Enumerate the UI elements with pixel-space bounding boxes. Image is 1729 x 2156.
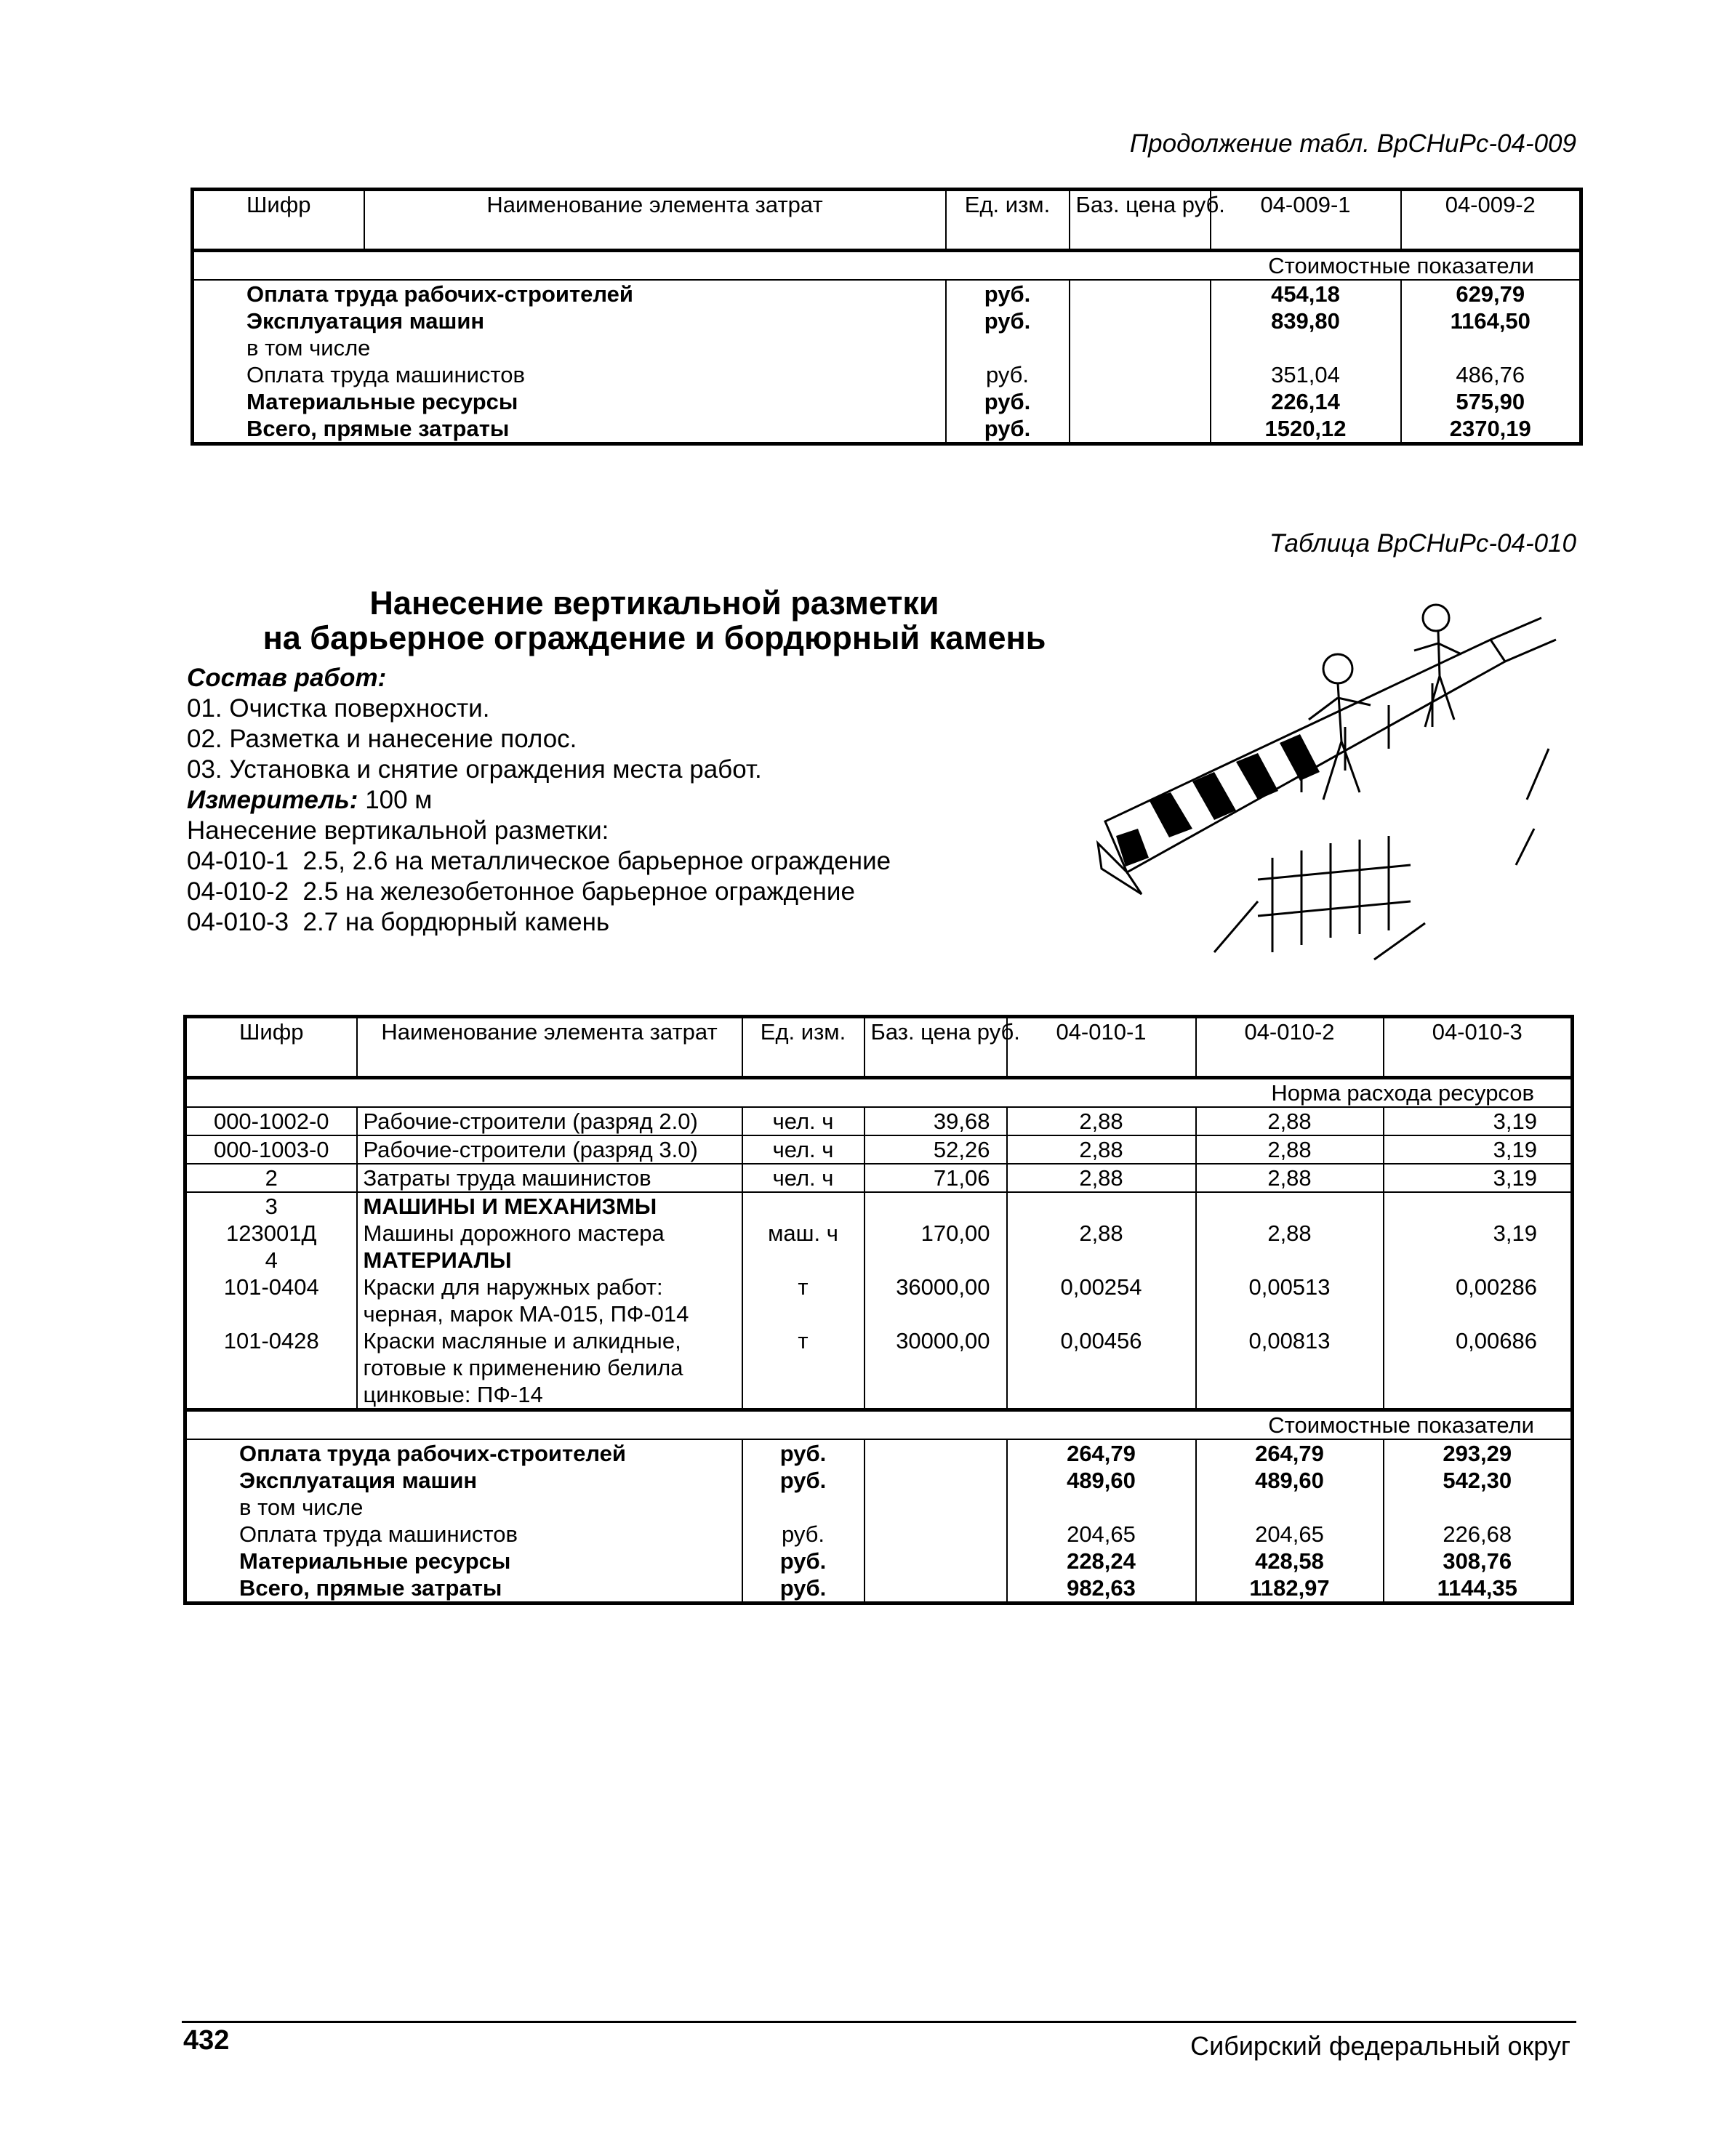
table-row [193, 334, 1581, 361]
value-04-010-1 [1007, 1247, 1196, 1274]
table-row [185, 1467, 1573, 1494]
value-04-010-2: 2,88 [1196, 1220, 1384, 1247]
resource-name: Рабочие-строители (разряд 3.0) [357, 1135, 742, 1164]
price-cell [864, 1521, 1007, 1548]
base-price [864, 1300, 1007, 1327]
price-cell [1070, 334, 1211, 361]
unit-cell [742, 1247, 864, 1274]
resource-name: Затраты труда машинистов [357, 1164, 742, 1192]
table-row [185, 1354, 1573, 1381]
value-04-010-1 [1007, 1494, 1196, 1521]
resource-name: Краски для наружных работ: [357, 1274, 742, 1300]
unit-cell: руб. [946, 415, 1070, 444]
table-row [185, 1247, 1573, 1274]
cost-item-name: Эксплуатация машин [246, 308, 485, 334]
value-04-010-1: 228,24 [1007, 1548, 1196, 1574]
value-04-010-1: 982,63 [1007, 1574, 1196, 1604]
resource-code: 000-1003-0 [185, 1135, 357, 1164]
value-04-010-2: 1182,97 [1196, 1574, 1384, 1604]
value-04-010-3 [1384, 1354, 1573, 1381]
resource-name: МАШИНЫ И МЕХАНИЗМЫ [357, 1192, 742, 1220]
value-04-010-2: 264,79 [1196, 1439, 1384, 1467]
resource-name: черная, марок МА-015, ПФ-014 [357, 1300, 742, 1327]
work-composition [187, 663, 891, 938]
unit-cell: руб. [742, 1574, 864, 1604]
price-cell [1070, 280, 1211, 307]
value-04-009-1: 1520,12 [1211, 415, 1401, 444]
resource-name: готовые к применению белила [357, 1354, 742, 1381]
table-row [185, 1192, 1573, 1220]
section-title-line2: на барьерное ограждение и бордюрный камень [262, 619, 1046, 656]
measure-value: 100 м [365, 786, 433, 814]
table-row [193, 280, 1581, 307]
base-price [864, 1192, 1007, 1220]
cost-item-name: Оплата труда машинистов [246, 362, 525, 387]
value-04-009-2: 2370,19 [1401, 415, 1581, 444]
value-04-010-2 [1196, 1381, 1384, 1410]
value-04-010-3 [1384, 1192, 1573, 1220]
table-row [185, 1574, 1573, 1604]
base-price [864, 1381, 1007, 1410]
value-04-010-3 [1384, 1494, 1573, 1521]
base-price: 39,68 [864, 1107, 1007, 1135]
value-04-010-1: 0,00254 [1007, 1274, 1196, 1300]
value-04-010-1 [1007, 1354, 1196, 1381]
base-price: 36000,00 [864, 1274, 1007, 1300]
value-04-009-1: 839,80 [1211, 307, 1401, 334]
resource-code [185, 1381, 357, 1410]
resource-name: Рабочие-строители (разряд 2.0) [357, 1107, 742, 1135]
work-item: 01. Очистка поверхности. [187, 694, 490, 723]
value-04-010-2 [1196, 1354, 1384, 1381]
value-04-010-3: 308,76 [1384, 1548, 1573, 1574]
value-04-010-3 [1384, 1300, 1573, 1327]
section-cost-indicators: Стоимостные показатели [185, 1410, 1573, 1440]
table-row [185, 1107, 1573, 1135]
unit-cell [742, 1300, 864, 1327]
value-04-010-1 [1007, 1192, 1196, 1220]
table-caption: Таблица ВрСНиРс-04-010 [1269, 529, 1576, 558]
resource-code: 3 [265, 1194, 278, 1219]
value-04-010-3: 0,00286 [1384, 1274, 1573, 1300]
table-row [185, 1381, 1573, 1410]
work-heading: Состав работ: [187, 664, 387, 692]
unit-cell: руб. [946, 361, 1070, 388]
cost-item-name: Всего, прямые затраты [246, 416, 510, 441]
table-row [185, 1220, 1573, 1247]
work-item: 02. Разметка и нанесение полос. [187, 725, 577, 753]
unit-cell: чел. ч [742, 1164, 864, 1192]
resource-name: цинковые: ПФ-14 [357, 1381, 742, 1410]
value-04-010-2 [1196, 1300, 1384, 1327]
table-row [185, 1135, 1573, 1164]
value-04-010-2: 489,60 [1196, 1467, 1384, 1494]
header-name: Наименование элемента затрат [364, 190, 946, 251]
resource-name: Машины дорожного мастера [357, 1220, 742, 1247]
price-cell [864, 1548, 1007, 1574]
resource-code: 101-0404 [223, 1274, 319, 1300]
value-04-010-2 [1196, 1192, 1384, 1220]
page-number: 432 [183, 2025, 230, 2056]
table-row [193, 388, 1581, 415]
value-04-009-2: 486,76 [1401, 361, 1581, 388]
value-04-010-1 [1007, 1300, 1196, 1327]
value-04-010-1: 2,88 [1007, 1220, 1196, 1247]
value-04-009-2: 575,90 [1401, 388, 1581, 415]
cost-item-name: Всего, прямые затраты [239, 1575, 502, 1601]
resource-code: 123001Д [226, 1220, 317, 1246]
table-row [185, 1164, 1573, 1192]
table-row [193, 307, 1581, 334]
base-price [864, 1354, 1007, 1381]
table-row [185, 1439, 1573, 1467]
unit-cell: руб. [742, 1521, 864, 1548]
section-cost-indicators: Стоимостные показатели [193, 251, 1581, 281]
unit-cell [742, 1494, 864, 1521]
value-04-009-1 [1211, 334, 1401, 361]
table-continuation-caption: Продолжение табл. ВрСНиРс-04-009 [1129, 129, 1576, 158]
header-04-010-3: 04-010-3 [1384, 1017, 1573, 1078]
cost-table-04-009 [190, 188, 1583, 446]
unit-cell [946, 334, 1070, 361]
value-04-010-1: 0,00456 [1007, 1327, 1196, 1354]
resource-code: 2 [185, 1164, 357, 1192]
base-price: 30000,00 [864, 1327, 1007, 1354]
code-item: 04-010-3 2.7 на бордюрный камень [187, 908, 610, 936]
value-04-010-1: 264,79 [1007, 1439, 1196, 1467]
unit-cell: т [742, 1327, 864, 1354]
value-04-009-2: 629,79 [1401, 280, 1581, 307]
work-item: 03. Установка и снятие ограждения места работ. [187, 755, 762, 784]
base-price: 170,00 [864, 1220, 1007, 1247]
header-04-010-2: 04-010-2 [1196, 1017, 1384, 1078]
value-04-010-3: 1144,35 [1384, 1574, 1573, 1604]
value-04-010-3: 0,00686 [1384, 1327, 1573, 1354]
cost-item-name: Эксплуатация машин [239, 1468, 478, 1493]
unit-cell [742, 1381, 864, 1410]
resource-name: МАТЕРИАЛЫ [357, 1247, 742, 1274]
resource-code [185, 1300, 357, 1327]
value-04-009-1: 226,14 [1211, 388, 1401, 415]
unit-cell: руб. [946, 388, 1070, 415]
value-04-010-1: 2,88 [1007, 1135, 1196, 1164]
cost-item-name: Материальные ресурсы [239, 1548, 511, 1574]
footer-rule [182, 2021, 1576, 2023]
value-04-010-1: 204,65 [1007, 1521, 1196, 1548]
base-price: 71,06 [864, 1164, 1007, 1192]
header-04-009-1: 04-009-1 [1211, 190, 1401, 251]
value-04-010-3: 293,29 [1384, 1439, 1573, 1467]
resource-code: 4 [265, 1247, 278, 1273]
value-04-010-3 [1384, 1381, 1573, 1410]
value-04-010-2: 2,88 [1196, 1135, 1384, 1164]
value-04-010-3: 542,30 [1384, 1467, 1573, 1494]
table-row [193, 361, 1581, 388]
value-04-010-1: 2,88 [1007, 1107, 1196, 1135]
table-row [185, 1548, 1573, 1574]
code-item: 04-010-1 2.5, 2.6 на металлическое барьерное ограждение [187, 847, 891, 875]
unit-cell: чел. ч [742, 1135, 864, 1164]
value-04-010-1: 2,88 [1007, 1164, 1196, 1192]
value-04-010-2: 2,88 [1196, 1164, 1384, 1192]
header-04-010-1: 04-010-1 [1007, 1017, 1196, 1078]
cost-item-name: Оплата труда машинистов [239, 1521, 518, 1547]
table-row [185, 1494, 1573, 1521]
base-price: 52,26 [864, 1135, 1007, 1164]
header-name: Наименование элемента затрат [357, 1017, 742, 1078]
base-price [864, 1247, 1007, 1274]
table-row [185, 1274, 1573, 1300]
value-04-010-1: 489,60 [1007, 1467, 1196, 1494]
unit-cell: руб. [742, 1467, 864, 1494]
value-04-010-3: 3,19 [1384, 1107, 1573, 1135]
resource-code [185, 1354, 357, 1381]
unit-cell: маш. ч [742, 1220, 864, 1247]
unit-cell: чел. ч [742, 1107, 864, 1135]
cost-item-name: Материальные ресурсы [246, 389, 518, 414]
unit-cell [742, 1192, 864, 1220]
price-cell [864, 1494, 1007, 1521]
resource-table-04-010 [183, 1015, 1574, 1605]
value-04-010-2: 0,00813 [1196, 1327, 1384, 1354]
header-price: Баз. цена руб. [864, 1017, 1007, 1078]
header-code: Шифр [185, 1017, 357, 1078]
cost-item-name: Оплата труда рабочих-строителей [239, 1441, 626, 1466]
cost-item-name: Оплата труда рабочих-строителей [246, 281, 633, 307]
section-title-line1: Нанесение вертикальной разметки [369, 584, 939, 622]
value-04-010-1 [1007, 1381, 1196, 1410]
table-row [185, 1521, 1573, 1548]
price-cell [1070, 388, 1211, 415]
unit-cell: руб. [742, 1548, 864, 1574]
header-price: Баз. цена руб. [1070, 190, 1211, 251]
header-unit: Ед. изм. [742, 1017, 864, 1078]
unit-cell: руб. [946, 307, 1070, 334]
header-04-009-2: 04-009-2 [1401, 190, 1581, 251]
value-04-010-2: 428,58 [1196, 1548, 1384, 1574]
value-04-010-3 [1384, 1247, 1573, 1274]
value-04-009-2 [1401, 334, 1581, 361]
value-04-010-3: 3,19 [1384, 1164, 1573, 1192]
value-04-009-2: 1164,50 [1401, 307, 1581, 334]
value-04-010-2: 0,00513 [1196, 1274, 1384, 1300]
unit-cell [742, 1354, 864, 1381]
value-04-009-1: 454,18 [1211, 280, 1401, 307]
marking-workers-illustration [1083, 582, 1585, 967]
resource-code: 101-0428 [223, 1328, 319, 1353]
footer-region: Сибирский федеральный округ [1190, 2031, 1570, 2061]
value-04-010-3: 3,19 [1384, 1220, 1573, 1247]
measure-line [187, 785, 891, 816]
table-row [185, 1300, 1573, 1327]
value-04-010-2: 2,88 [1196, 1107, 1384, 1135]
marking-subheading: Нанесение вертикальной разметки: [187, 816, 609, 845]
price-cell [1070, 361, 1211, 388]
header-unit: Ед. изм. [946, 190, 1070, 251]
value-04-010-3: 226,68 [1384, 1521, 1573, 1548]
header-code: Шифр [193, 190, 364, 251]
price-cell [864, 1439, 1007, 1467]
measure-label: Измеритель: [187, 786, 358, 814]
value-04-010-2: 204,65 [1196, 1521, 1384, 1548]
table-row [193, 415, 1581, 444]
unit-cell: руб. [742, 1439, 864, 1467]
price-cell [1070, 307, 1211, 334]
value-04-010-2 [1196, 1494, 1384, 1521]
price-cell [864, 1574, 1007, 1604]
value-04-009-1: 351,04 [1211, 361, 1401, 388]
unit-cell: т [742, 1274, 864, 1300]
code-item: 04-010-2 2.5 на железобетонное барьерное ограждение [187, 877, 855, 906]
section-resource-norms: Норма расхода ресурсов [185, 1078, 1573, 1108]
resource-code: 000-1002-0 [213, 1109, 329, 1134]
cost-item-name: в том числе [246, 335, 371, 361]
unit-cell: руб. [946, 280, 1070, 307]
price-cell [1070, 415, 1211, 444]
value-04-010-3: 3,19 [1384, 1135, 1573, 1164]
value-04-010-2 [1196, 1247, 1384, 1274]
table-row [185, 1327, 1573, 1354]
resource-name: Краски масляные и алкидные, [357, 1327, 742, 1354]
price-cell [864, 1467, 1007, 1494]
cost-item-name: в том числе [239, 1495, 364, 1520]
